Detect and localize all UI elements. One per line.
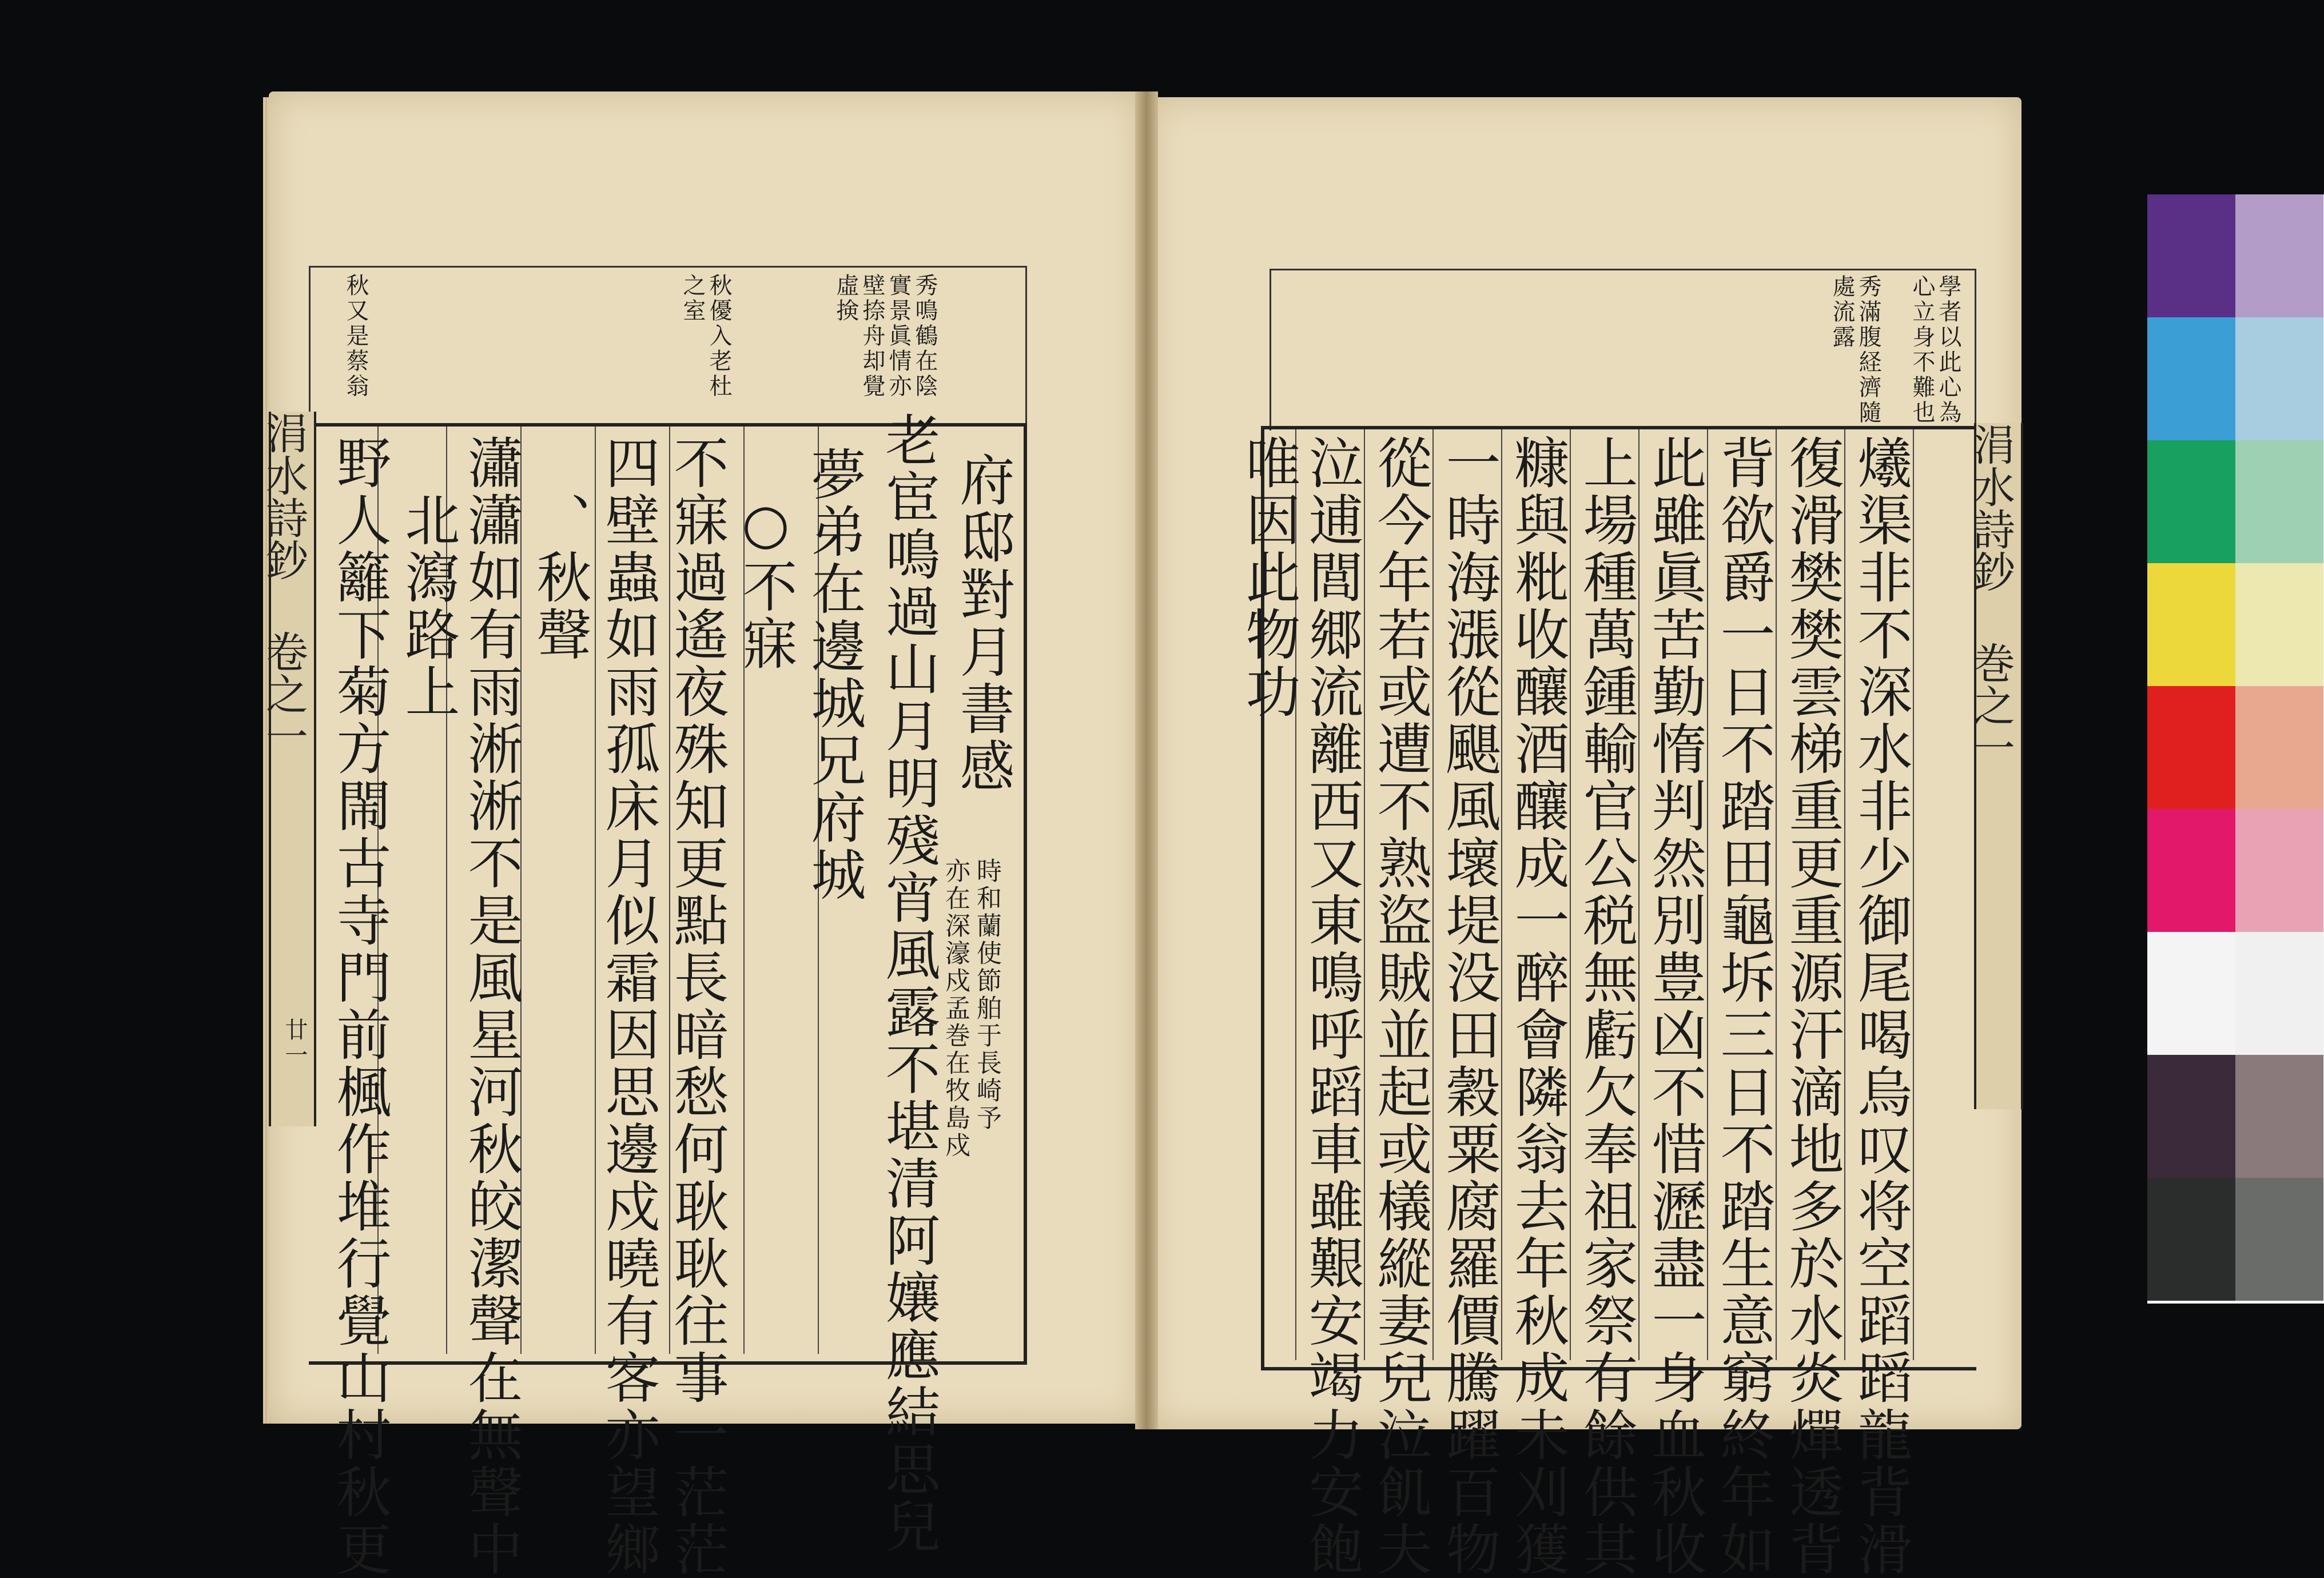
calibration-tint (2235, 194, 2323, 317)
left-col-4: ○不寐 (734, 492, 798, 672)
calibration-swatch (2147, 1178, 2235, 1301)
calibration-tint (2235, 1178, 2323, 1301)
calibration-swatch (2147, 317, 2235, 440)
calibration-tint (2235, 563, 2323, 686)
book-gutter (1135, 91, 1158, 1429)
left-headnote-3: 秋又是蔡翁 (343, 273, 369, 399)
calibration-tint (2235, 809, 2323, 932)
right-col-4: 此雖眞苦勤惰判然別豊凶不惜瀝盡一身血秋收 (1643, 435, 1707, 1578)
right-col-9: 泣逋閭郷流離西又東鳴呼蹈車雖艱安竭力安飽 (1300, 435, 1364, 1578)
right-col-8: 從今年若或遭不熟盜賊並起或檥縱妻兒泣飢夫 (1368, 435, 1432, 1578)
left-col-9: 北瀉路上 (396, 492, 460, 720)
left-headnote-1: 秀鳴鶴在陰實景眞情亦壁捺舟却覺虛𢮦 (833, 273, 938, 399)
calibration-swatch (2147, 440, 2235, 563)
right-col-7: 一時海漲從颶風壞堤没田穀粟腐羅價騰躍百物 (1437, 435, 1501, 1578)
calibration-swatch (2147, 563, 2235, 686)
left-col-1-note-b: 亦在深濠戍孟巻在牧島戍 (941, 858, 970, 1159)
calibration-swatch (2147, 1055, 2235, 1178)
calibration-tint (2235, 932, 2323, 1055)
left-col-1: 府邸對月書感 (951, 452, 1015, 795)
calibration-tint (2235, 317, 2323, 440)
left-col-10: 野人籬下菊方閙古寺門前楓作堆行覺山村秋更 (328, 435, 392, 1578)
left-headnote-2: 秋優入老杜之室 (679, 273, 732, 399)
left-banner: 涓水詩鈔 卷之一 (269, 412, 316, 1126)
left-col-2: 老宦鳴過山月明殘宵風露不堪清阿孃應結思兒 (877, 412, 941, 1555)
calibration-swatch (2147, 194, 2235, 317)
left-col-1-note-a: 時和蘭使節舶于長崎予 (972, 858, 1001, 1132)
right-col-3: 背欲爵一日不踏田龜坼三日不踏生意窮終年如 (1712, 435, 1776, 1578)
calibration-tint (2235, 1055, 2323, 1178)
left-col-5: 不寐過遙夜殊知更點長暗愁何耿耿往事一茫茫 (665, 435, 729, 1578)
right-headnote-2: 秀滿腹経濟隨處流露 (1829, 274, 1881, 425)
right-banner: 涓水詩鈔 巻之一 (1974, 423, 2023, 1109)
right-col-6: 糠與粃收釀酒釀成一醉會隣翁去年秋成未刈獲 (1506, 435, 1570, 1578)
left-page-number: 廿一 (281, 1018, 308, 1068)
calibration-tint (2235, 686, 2323, 809)
calibration-swatch (2147, 809, 2235, 932)
left-col-6: 四壁蟲如雨孤床月似霜因思邊戍曉有客亦望鄉 (596, 435, 660, 1578)
right-col-10: 唯因此物功 (1237, 435, 1301, 720)
color-calibration-strip (2147, 194, 2324, 1304)
calibration-tint (2235, 440, 2323, 563)
right-col-2: 復滑樊樊雲梯重更重源汗滴地多於水炎燀透背 (1780, 435, 1844, 1578)
left-col-8: 瀟瀟如有雨淅淅不是風星河秋皎潔聲在無聲中 (459, 435, 523, 1578)
right-col-1: 爔渠非不深水非少御尾喝烏叹将空蹈蹈龍背滑 (1849, 435, 1913, 1578)
left-col-7: 、秋聲 (528, 492, 592, 663)
right-col-5: 上場種萬鍾輸官公税無虧欠奉祖家祭有餘供其 (1574, 435, 1638, 1578)
calibration-swatch (2147, 686, 2235, 809)
right-headnote-1: 學者以此心為心立身不難也 (1909, 274, 1961, 425)
calibration-swatch (2147, 932, 2235, 1055)
left-col-3: 夢弟在邊城兄府城 (802, 446, 866, 903)
